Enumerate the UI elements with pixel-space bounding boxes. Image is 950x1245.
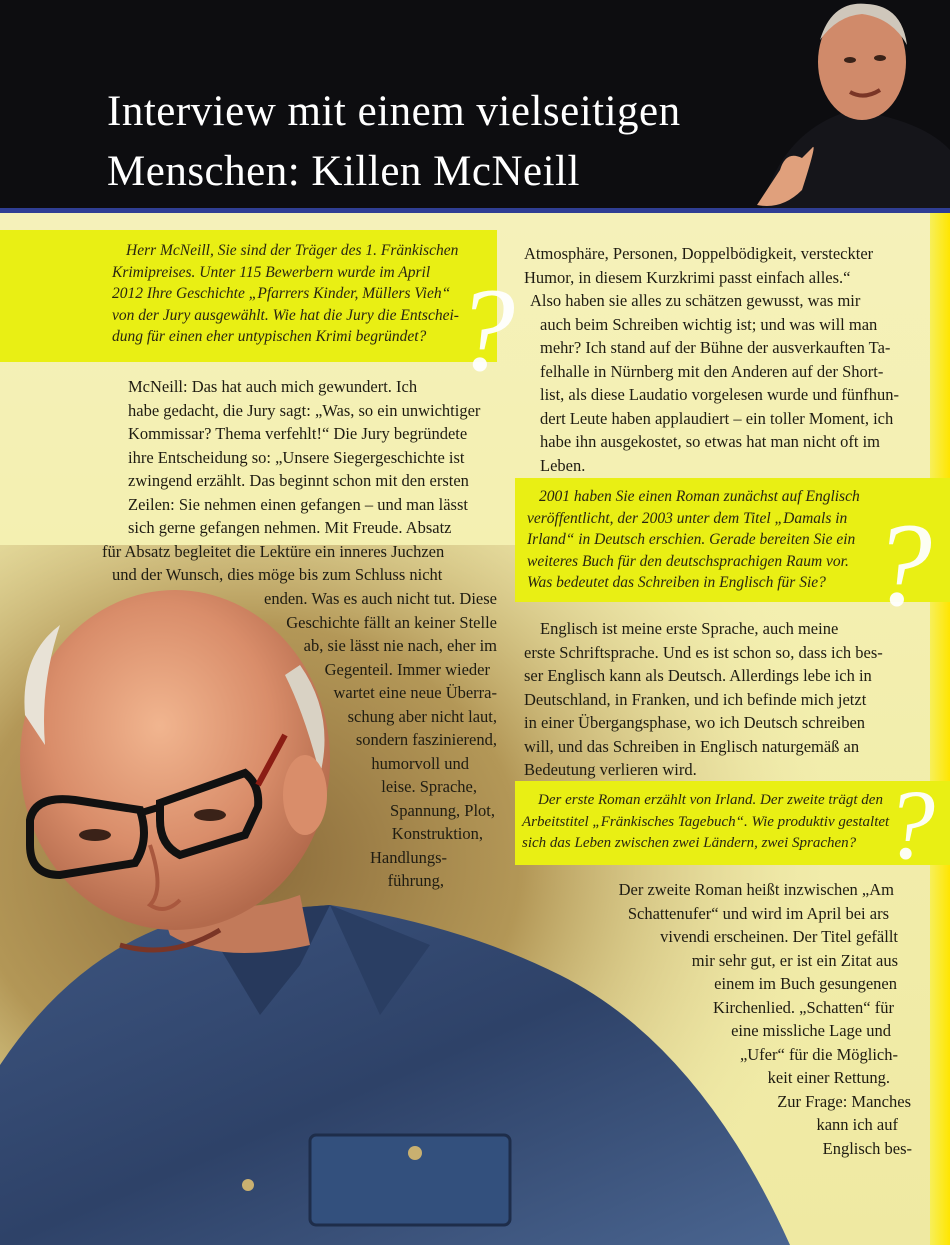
- answer-line: list, als diese Laudatio vorgelesen wurde und fünfhun-: [540, 385, 899, 404]
- answer-line: enden. Was es auch nicht tut. Diese: [264, 589, 497, 608]
- question-line: 2001 haben Sie einen Roman zunächst auf Englisch: [539, 488, 860, 505]
- answer-line: Der zweite Roman heißt inzwischen „Am: [618, 880, 894, 899]
- answer-line: keit einer Rettung.: [767, 1068, 890, 1087]
- question-line: Krimipreises. Unter 115 Bewerbern wurde im April: [112, 263, 431, 281]
- answer-line: wartet eine neue Überra-: [333, 683, 497, 702]
- question-line: Irland“ in Deutsch erschien. Gerade bereiten Sie ein: [527, 531, 856, 548]
- answer-line: einem im Buch gesungenen: [714, 974, 897, 993]
- answer-line: und der Wunsch, dies möge bis zum Schluss nicht: [112, 565, 443, 584]
- answer-line: Kommissar? Thema verfehlt!“ Die Jury begründete: [128, 424, 468, 443]
- answer-line: McNeill: Das hat auch mich gewundert. Ich: [128, 377, 418, 396]
- answer-line: Also haben sie alles zu schätzen gewusst, was mir: [530, 291, 861, 310]
- answer-line: Englisch ist meine erste Sprache, auch meine: [540, 619, 839, 638]
- answer-line: sondern faszinierend,: [355, 730, 497, 749]
- answer-text: [89, 375, 489, 587]
- answer-line: Geschichte fällt an keiner Stelle: [286, 612, 497, 632]
- question-line: Arbeitstitel „Fränkisches Tagebuch“. Wie produktiv gestaltet: [522, 813, 890, 830]
- question-line: 2012 Ihre Geschichte „Pfarrers Kinder, Müllers Vieh“: [112, 285, 451, 302]
- question-line: Herr McNeill, Sie sind der Träger des 1. Fränkischen: [126, 242, 459, 259]
- question-mark-icon: ?: [455, 263, 515, 396]
- answer-line: will, und das Schreiben in Englisch naturgemäß an: [524, 736, 860, 756]
- answer-line: Spannung, Plot,: [390, 800, 495, 820]
- answer-line: Bedeutung verlieren wird.: [524, 760, 697, 779]
- answer-line: Schattenufer“ und wird im April bei ars: [627, 903, 889, 923]
- answer-line: ihre Entscheidung so: „Unsere Siegergeschichte ist: [128, 447, 465, 467]
- header-divider: [0, 208, 950, 213]
- answer-line: felhalle in Nürnberg mit den Anderen auf der Short-: [540, 361, 884, 381]
- answer-text-wrapped: [150, 587, 497, 893]
- question-text: [112, 240, 492, 348]
- answer-line: für Absatz begleitet die Lektüre ein inneres Juchzen: [102, 541, 445, 561]
- question-line: sich das Leben zwischen zwei Ländern, zwei Sprachen?: [522, 835, 857, 851]
- answer-line: Zur Frage: Manches: [777, 1091, 911, 1111]
- answer-text-continued: [524, 242, 919, 477]
- answer-line: dert Leute haben applaudiert – ein toller Moment, ich: [540, 408, 894, 428]
- answer-line: „Ufer“ für die Möglich-: [739, 1044, 898, 1064]
- answer-line: auch beim Schreiben wichtig ist; und was will man: [540, 314, 878, 334]
- title-line: Interview mit einem vielseitigen: [107, 88, 681, 135]
- question-line: von der Jury ausgewählt. Wie hat die Jury die Entschei-: [112, 306, 459, 324]
- answer-line: zwingend erzählt. Das beginnt schon mit den ersten: [128, 471, 469, 490]
- header-portrait-photo: [742, 0, 950, 208]
- answer-line: Humor, in diesem Kurzkrimi passt einfach alles.“: [524, 267, 851, 287]
- question-line: Was bedeutet das Schreiben in Englisch für Sie?: [527, 574, 826, 591]
- answer-text: [524, 617, 919, 782]
- answer-line: schung aber nicht laut,: [347, 706, 497, 726]
- answer-text: [560, 878, 912, 1160]
- answer-line: Konstruktion,: [391, 824, 483, 843]
- answer-line: erste Schriftsprache. Und es ist schon so, dass ich bes-: [524, 642, 883, 662]
- answer-line: ab, sie lässt nie nach, eher im: [303, 636, 497, 655]
- question-line: weiteres Buch für den deutschsprachigen Raum vor.: [527, 552, 849, 570]
- answer-line: mehr? Ich stand auf der Bühne der ausverkauften Ta-: [540, 338, 891, 357]
- question-line: Der erste Roman erzählt von Irland. Der zweite trägt den: [538, 792, 883, 808]
- question-mark-icon: ?: [885, 769, 935, 880]
- answer-line: habe ihn ausgekostet, so etwas hat man nicht oft im: [540, 432, 881, 451]
- answer-line: Englisch bes-: [822, 1138, 912, 1158]
- answer-line: habe gedacht, die Jury sagt: „Was, so ein unwichtiger: [128, 400, 481, 420]
- answer-line: in einer Übergangsphase, wo ich Deutsch schreiben: [524, 713, 866, 732]
- question-mark-icon: ?: [872, 498, 932, 631]
- answer-line: kann ich auf: [816, 1115, 898, 1134]
- answer-line: Deutschland, in Franken, und ich befinde mich jetzt: [524, 689, 867, 709]
- question-text: [527, 486, 907, 594]
- answer-line: vivendi erscheinen. Der Titel gefällt: [660, 927, 898, 946]
- answer-line: führung,: [387, 871, 444, 890]
- answer-line: sich gerne gefangen nehmen. Mit Freude. Absatz: [128, 518, 452, 537]
- answer-line: eine missliche Lage und: [731, 1021, 891, 1040]
- answer-line: Kirchenlied. „Schatten“ für: [713, 997, 894, 1017]
- answer-line: leise. Sprache,: [381, 777, 477, 796]
- answer-line: ser Englisch kann als Deutsch. Allerdings lebe ich in: [524, 666, 872, 685]
- question-text: [522, 790, 922, 855]
- question-line: veröffentlicht, der 2003 unter dem Titel „Damals in: [527, 509, 848, 527]
- page-edge-highlight: [930, 213, 950, 1245]
- question-line: dung für einen eher untypischen Krimi begründet?: [112, 328, 427, 345]
- article-title: [107, 82, 767, 202]
- answer-line: Zeilen: Sie nehmen einen gefangen – und man lässt: [128, 494, 468, 514]
- answer-line: Gegenteil. Immer wieder: [324, 659, 490, 679]
- answer-line: Leben.: [540, 455, 586, 475]
- answer-line: mir sehr gut, er ist ein Zitat aus: [691, 950, 898, 970]
- answer-line: Handlungs-: [370, 847, 447, 867]
- title-line: Menschen: Killen McNeill: [107, 148, 580, 195]
- answer-line: Atmosphäre, Personen, Doppelbödigkeit, versteckter: [524, 244, 874, 263]
- answer-line: humorvoll und: [371, 753, 469, 773]
